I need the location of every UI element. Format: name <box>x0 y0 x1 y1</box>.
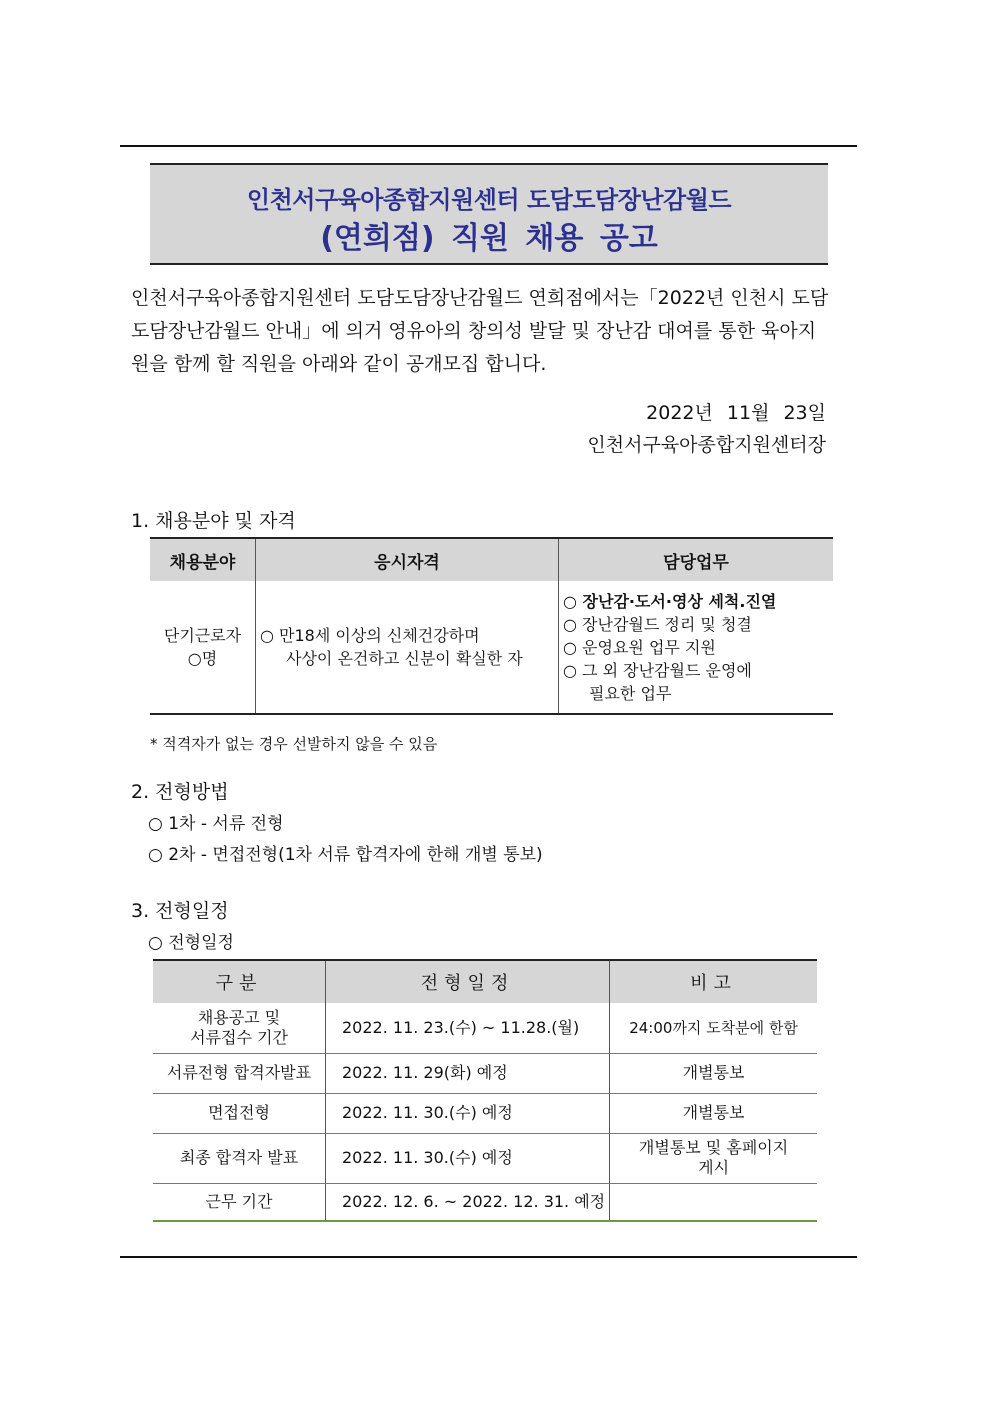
schedule-subtitle: ○ 전형일정 <box>148 933 234 953</box>
field-cell <box>150 581 256 714</box>
signer: 인천서구육아종합지원센터장 <box>587 434 826 456</box>
table-header-row <box>153 960 817 1003</box>
category-cell: 면접전형 <box>153 1093 326 1133</box>
table-row <box>150 581 833 714</box>
header-remarks: 비고 <box>610 960 817 1003</box>
category-cell: 근무 기간 <box>153 1183 326 1221</box>
category-cell: 서류전형 합격자발표 <box>153 1053 326 1093</box>
section-2-title: 2. 전형방법 <box>131 781 229 803</box>
remarks-line: 게시 <box>698 1158 730 1177</box>
schedule-cell: 2022. 11. 30.(수) 예정 <box>326 1093 610 1133</box>
header-qualification: 응시자격 <box>256 538 559 581</box>
duty-item: 필요한 업무 <box>589 683 672 703</box>
table-row <box>153 1183 817 1221</box>
intro-line: 원을 함께 할 직원을 아래와 같이 공개모집 합니다. <box>131 353 547 375</box>
duties-cell <box>559 581 834 714</box>
bottom-rule <box>120 1256 857 1258</box>
remarks-cell: 개별통보 <box>610 1053 817 1093</box>
announcement-date: 2022년 11월 23일 <box>646 402 826 424</box>
category-line: 서류접수 기간 <box>190 1027 288 1047</box>
header-schedule: 전형일정 <box>326 960 610 1003</box>
selection-note: * 적격자가 없는 경우 선발하지 않을 수 있음 <box>150 735 438 753</box>
remarks-cell: 24:00까지 도착분에 한함 <box>610 1003 817 1053</box>
top-rule <box>120 145 857 147</box>
header-field: 채용분야 <box>150 538 256 581</box>
schedule-cell: 2022. 11. 30.(수) 예정 <box>326 1133 610 1183</box>
remarks-cell: 개별통보 <box>610 1093 817 1133</box>
table-row <box>153 1133 817 1183</box>
field-type: 단기근로자 <box>163 626 242 645</box>
section-3-title: 3. 전형일정 <box>131 900 229 922</box>
intro-line: 도담장난감월드 안내」에 의거 영유아의 창의성 발달 및 장난감 대여를 통한 육아지 <box>131 320 817 342</box>
intro-line: 인천서구육아종합지원센터 도담도담장난감월드 연희점에서는「2022년 인천시 도담 <box>131 287 829 309</box>
category-line: 채용공고 및 <box>197 1007 281 1027</box>
duty-item: ○ 장난감·도서·영상 세척.진열 <box>563 591 777 611</box>
qualification-cell <box>256 581 559 714</box>
header-duties: 담당업무 <box>559 538 834 581</box>
section-1-title: 1. 채용분야 및 자격 <box>131 510 296 532</box>
method-item: ○ 2차 - 면접전형(1차 서류 합격자에 한해 개별 통보) <box>148 845 543 865</box>
title-box <box>150 163 828 265</box>
category-cell <box>153 1003 326 1053</box>
remarks-cell <box>610 1133 817 1183</box>
intro-paragraph <box>131 282 851 381</box>
header-category: 구분 <box>153 960 326 1003</box>
recruitment-table <box>150 537 833 715</box>
qualification-line: 사상이 온건하고 신분이 확실한 자 <box>286 649 523 668</box>
schedule-cell: 2022. 11. 23.(수) ~ 11.28.(월) <box>326 1003 610 1053</box>
method-item: ○ 1차 - 서류 전형 <box>148 814 284 834</box>
schedule-cell: 2022. 12. 6. ~ 2022. 12. 31. 예정 <box>326 1183 610 1221</box>
schedule-table <box>153 959 817 1222</box>
title-line-1: 인천서구육아종합지원센터 도담도담장난감월드 <box>246 186 732 214</box>
duty-item: ○ 그 외 장난감월드 운영에 <box>563 660 752 680</box>
field-count: ○명 <box>187 649 218 668</box>
remarks-cell <box>610 1183 817 1221</box>
title-line-2: (연희점) 직원 채용 공고 <box>320 221 658 256</box>
schedule-cell: 2022. 11. 29(화) 예정 <box>326 1053 610 1093</box>
duty-item: ○ 운영요원 업무 지원 <box>563 637 716 657</box>
table-row <box>153 1053 817 1093</box>
table-row <box>153 1003 817 1053</box>
table-header-row <box>150 538 833 581</box>
duty-item: ○ 장난감월드 정리 및 청결 <box>563 614 752 634</box>
remarks-line: 개별통보 및 홈페이지 <box>638 1138 789 1157</box>
qualification-line: ○ 만18세 이상의 신체건강하며 <box>260 626 480 645</box>
category-cell: 최종 합격자 발표 <box>153 1133 326 1183</box>
table-row <box>153 1093 817 1133</box>
